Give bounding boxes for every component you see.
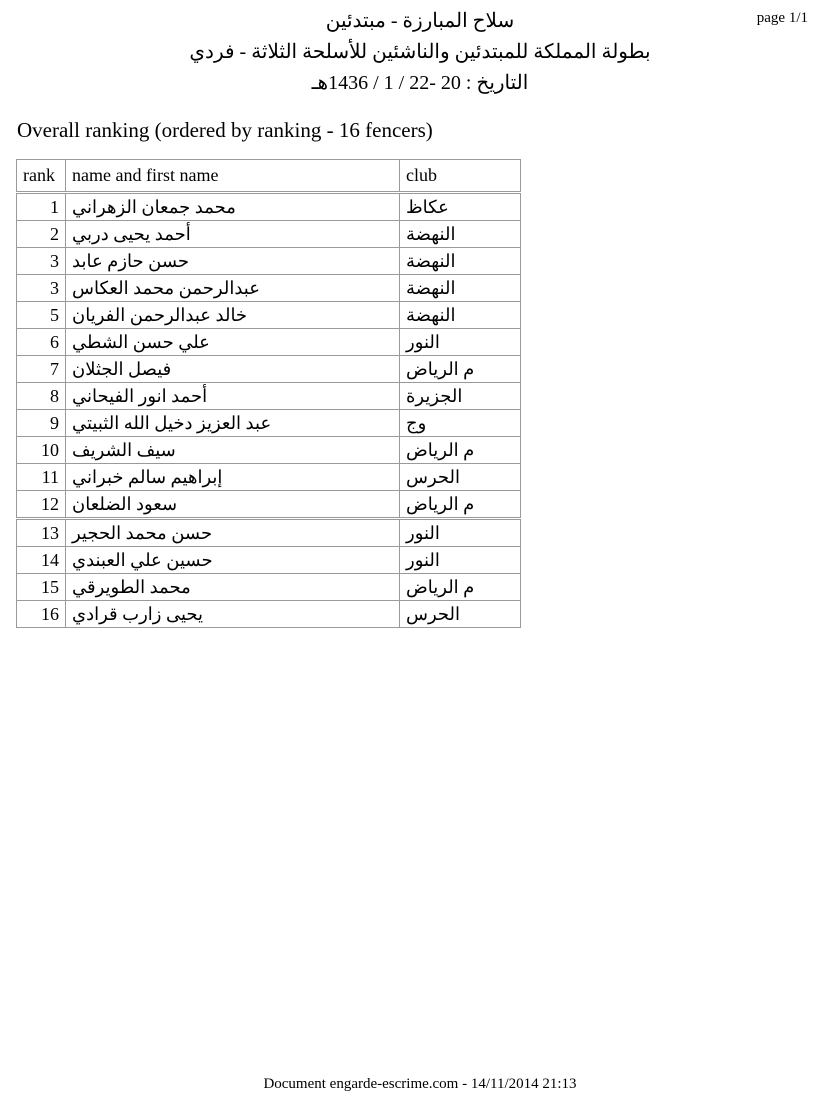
table-header-row	[17, 160, 521, 193]
table-row	[17, 410, 521, 437]
rank-cell: 12	[17, 491, 66, 519]
fencer-name-cell: حسن محمد الحجير	[66, 519, 400, 547]
rank-cell: 7	[17, 356, 66, 383]
table-row	[17, 491, 521, 519]
club-cell: النهضة	[400, 221, 521, 248]
fencer-name-cell: علي حسن الشطي	[66, 329, 400, 356]
table-row	[17, 574, 521, 601]
table-row	[17, 248, 521, 275]
document-footer: Document engarde-escrime.com - 14/11/2014 21:13	[263, 1076, 577, 1092]
fencer-name-cell: سيف الشريف	[66, 437, 400, 464]
fencer-name-cell: خالد عبدالرحمن الفريان	[66, 302, 400, 329]
rank-cell: 13	[17, 519, 66, 547]
fencer-name-cell: محمد الطويرقي	[66, 574, 400, 601]
rank-cell: 11	[17, 464, 66, 491]
rank-cell: 8	[17, 383, 66, 410]
club-cell: وج	[400, 410, 521, 437]
fencer-name-cell: أحمد انور الفيحاني	[66, 383, 400, 410]
column-header-rank: rank	[17, 160, 66, 193]
rank-cell: 10	[17, 437, 66, 464]
fencer-name-cell: أحمد يحيى دربي	[66, 221, 400, 248]
rank-cell: 2	[17, 221, 66, 248]
table-row	[17, 193, 521, 221]
club-cell: الجزيرة	[400, 383, 521, 410]
club-cell: الحرس	[400, 464, 521, 491]
club-cell: النور	[400, 519, 521, 547]
club-cell: م الرياض	[400, 491, 521, 519]
rank-cell: 3	[17, 275, 66, 302]
table-row	[17, 275, 521, 302]
table-row	[17, 302, 521, 329]
fencer-name-cell: يحيى زارب قرادي	[66, 601, 400, 628]
document-title: سلاح المبارزة - مبتدئين	[325, 10, 515, 32]
rank-cell: 6	[17, 329, 66, 356]
rank-cell: 16	[17, 601, 66, 628]
fencer-name-cell: فيصل الجثلان	[66, 356, 400, 383]
column-header-name: name and first name	[66, 160, 400, 193]
rank-cell: 9	[17, 410, 66, 437]
table-row	[17, 601, 521, 628]
section-title: Overall ranking (ordered by ranking - 16 fencers)	[17, 118, 433, 142]
fencer-name-cell: إبراهيم سالم خبراني	[66, 464, 400, 491]
club-cell: م الرياض	[400, 574, 521, 601]
club-cell: النور	[400, 547, 521, 574]
rank-cell: 5	[17, 302, 66, 329]
rank-cell: 15	[17, 574, 66, 601]
document-date: التاريخ : 20 -22 / 1 / 1436هـ	[311, 72, 529, 94]
club-cell: النهضة	[400, 302, 521, 329]
fencer-name-cell: سعود الضلعان	[66, 491, 400, 519]
ranking-rows	[17, 193, 521, 628]
fencer-name-cell: محمد جمعان الزهراني	[66, 193, 400, 221]
rank-cell: 3	[17, 248, 66, 275]
document-subtitle: بطولة المملكة للمبتدئين والناشئين للأسلحة الثلاثة - فردي	[189, 41, 651, 63]
table-row	[17, 356, 521, 383]
club-cell: النهضة	[400, 275, 521, 302]
club-cell: م الرياض	[400, 437, 521, 464]
table-row	[17, 437, 521, 464]
table-row	[17, 547, 521, 574]
ranking-table	[16, 159, 521, 628]
table-row	[17, 329, 521, 356]
fencer-name-cell: عبدالرحمن محمد العكاس	[66, 275, 400, 302]
fencer-name-cell: حسن حازم عابد	[66, 248, 400, 275]
table-row	[17, 383, 521, 410]
rank-cell: 1	[17, 193, 66, 221]
page-number: page 1/1	[756, 10, 808, 26]
column-header-club: club	[400, 160, 521, 193]
table-row	[17, 221, 521, 248]
rank-cell: 14	[17, 547, 66, 574]
table-row	[17, 519, 521, 547]
club-cell: عكاظ	[400, 193, 521, 221]
fencer-name-cell: عبد العزيز دخيل الله الثبيتي	[66, 410, 400, 437]
fencer-name-cell: حسين علي العبندي	[66, 547, 400, 574]
club-cell: النهضة	[400, 248, 521, 275]
club-cell: الحرس	[400, 601, 521, 628]
club-cell: النور	[400, 329, 521, 356]
club-cell: م الرياض	[400, 356, 521, 383]
document-header	[0, 6, 826, 99]
table-row	[17, 464, 521, 491]
